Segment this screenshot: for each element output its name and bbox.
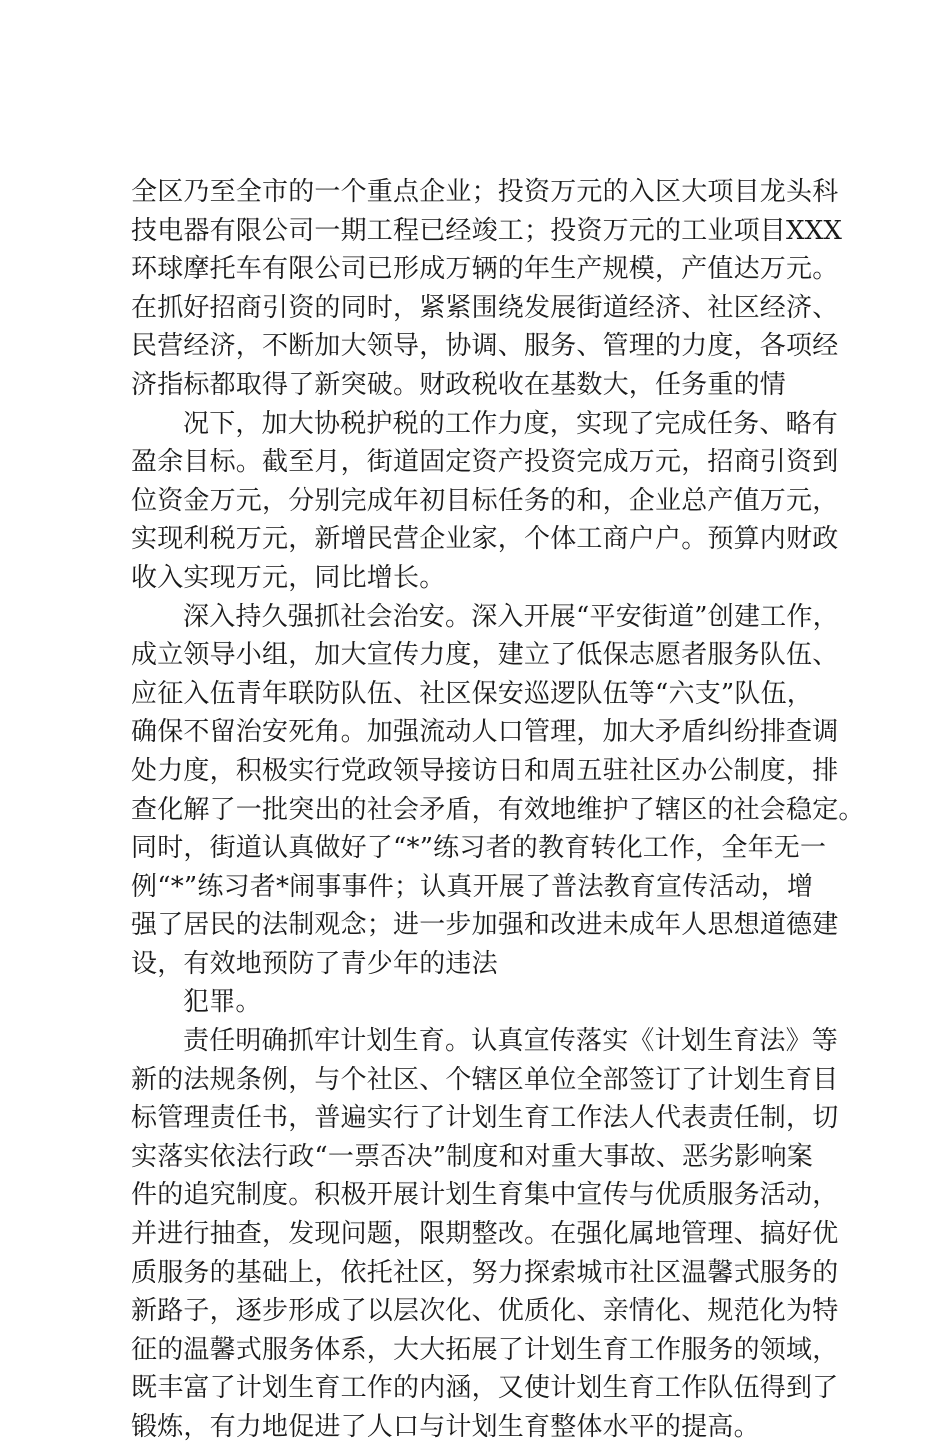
- text-line: 设，有效地预防了青少年的违法: [131, 948, 498, 979]
- text-line: 实落实依法行政“一票否决”制度和对重大事故、恶劣影响案: [131, 1141, 813, 1172]
- text-line: 应征入伍青年联防队伍、社区保安巡逻队伍等“六支”队伍，: [131, 678, 813, 709]
- text-line: 并进行抽查，发现问题，限期整改。在强化属地管理、搞好优: [131, 1219, 839, 1250]
- text-line: 质服务的基础上，依托社区，努力探索城市社区温馨式服务的: [131, 1257, 839, 1288]
- text-line: 成立领导小组，加大宣传力度，建立了低保志愿者服务队伍、: [131, 640, 839, 671]
- text-line: 锻炼，有力地促进了人口与计划生育整体水平的提高。: [131, 1412, 760, 1442]
- text-line: 犯罪。: [183, 987, 262, 1018]
- text-line: 在抓好招商引资的同时，紧紧围绕发展街道经济、社区经济、: [131, 292, 839, 323]
- text-line: 全区乃至全市的一个重点企业；投资万元的入区大项目龙头科: [131, 177, 839, 207]
- text-line: 标管理责任书，普遍实行了计划生育工作法人代表责任制，切: [131, 1103, 839, 1134]
- text-line: 处力度，积极实行党政领导接访日和周五驻社区办公制度，排: [131, 755, 839, 786]
- text-line: 收入实现万元，同比增长。: [131, 562, 446, 593]
- text-line: 新路子，逐步形成了以层次化、优质化、亲情化、规范化为特: [131, 1296, 839, 1327]
- text-line: 例“*”练习者*闹事事件；认真开展了普法教育宣传活动，增: [131, 871, 814, 902]
- text-line: 确保不留治安死角。加强流动人口管理，加大矛盾纠纷排查调: [131, 717, 839, 748]
- text-line: 既丰富了计划生育工作的内涵，又使计划生育工作队伍得到了: [131, 1373, 839, 1404]
- text-line: 查化解了一批突出的社会矛盾，有效地维护了辖区的社会稳定。: [131, 794, 865, 825]
- text-line: 位资金万元，分别完成年初目标任务的和，企业总产值万元，: [131, 485, 839, 516]
- text-line: 同时，街道认真做好了“*”练习者的教育转化工作，全年无一: [131, 833, 827, 864]
- text-line: 强了居民的法制观念；进一步加强和改进未成年人思想道德建: [131, 910, 839, 941]
- text-line: 济指标都取得了新突破。财政税收在基数大，任务重的情: [131, 369, 787, 400]
- text-line: 件的追究制度。积极开展计划生育集中宣传与优质服务活动，: [131, 1180, 839, 1211]
- document-body: [131, 173, 865, 1447]
- text-line: 征的温馨式服务体系，大大拓展了计划生育工作服务的领域，: [131, 1334, 839, 1365]
- text-line: 盈余目标。截至月，街道固定资产投资完成万元，招商引资到: [131, 447, 839, 478]
- text-line: 实现利税万元，新增民营企业家，个体工商户户。预算内财政: [131, 524, 839, 555]
- text-line: 环球摩托车有限公司已形成万辆的年生产规模，产值达万元。: [131, 254, 839, 285]
- paragraph-heading-line: 责任明确抓牢计划生育。认真宣传落实《计划生育法》等: [183, 1026, 839, 1057]
- text-line: 民营经济，不断加大领导，协调、服务、管理的力度，各项经: [131, 331, 839, 362]
- text-line: 技电器有限公司一期工程已经竣工；投资万元的工业项目XXX: [131, 215, 843, 246]
- paragraph-heading-line: 深入持久强抓社会治安。深入开展“平安街道”创建工作，: [183, 601, 839, 632]
- text-line: 况下，加大协税护税的工作力度，实现了完成任务、略有: [183, 408, 839, 439]
- text-line: 新的法规条例，与个社区、个辖区单位全部签订了计划生育目: [131, 1064, 839, 1095]
